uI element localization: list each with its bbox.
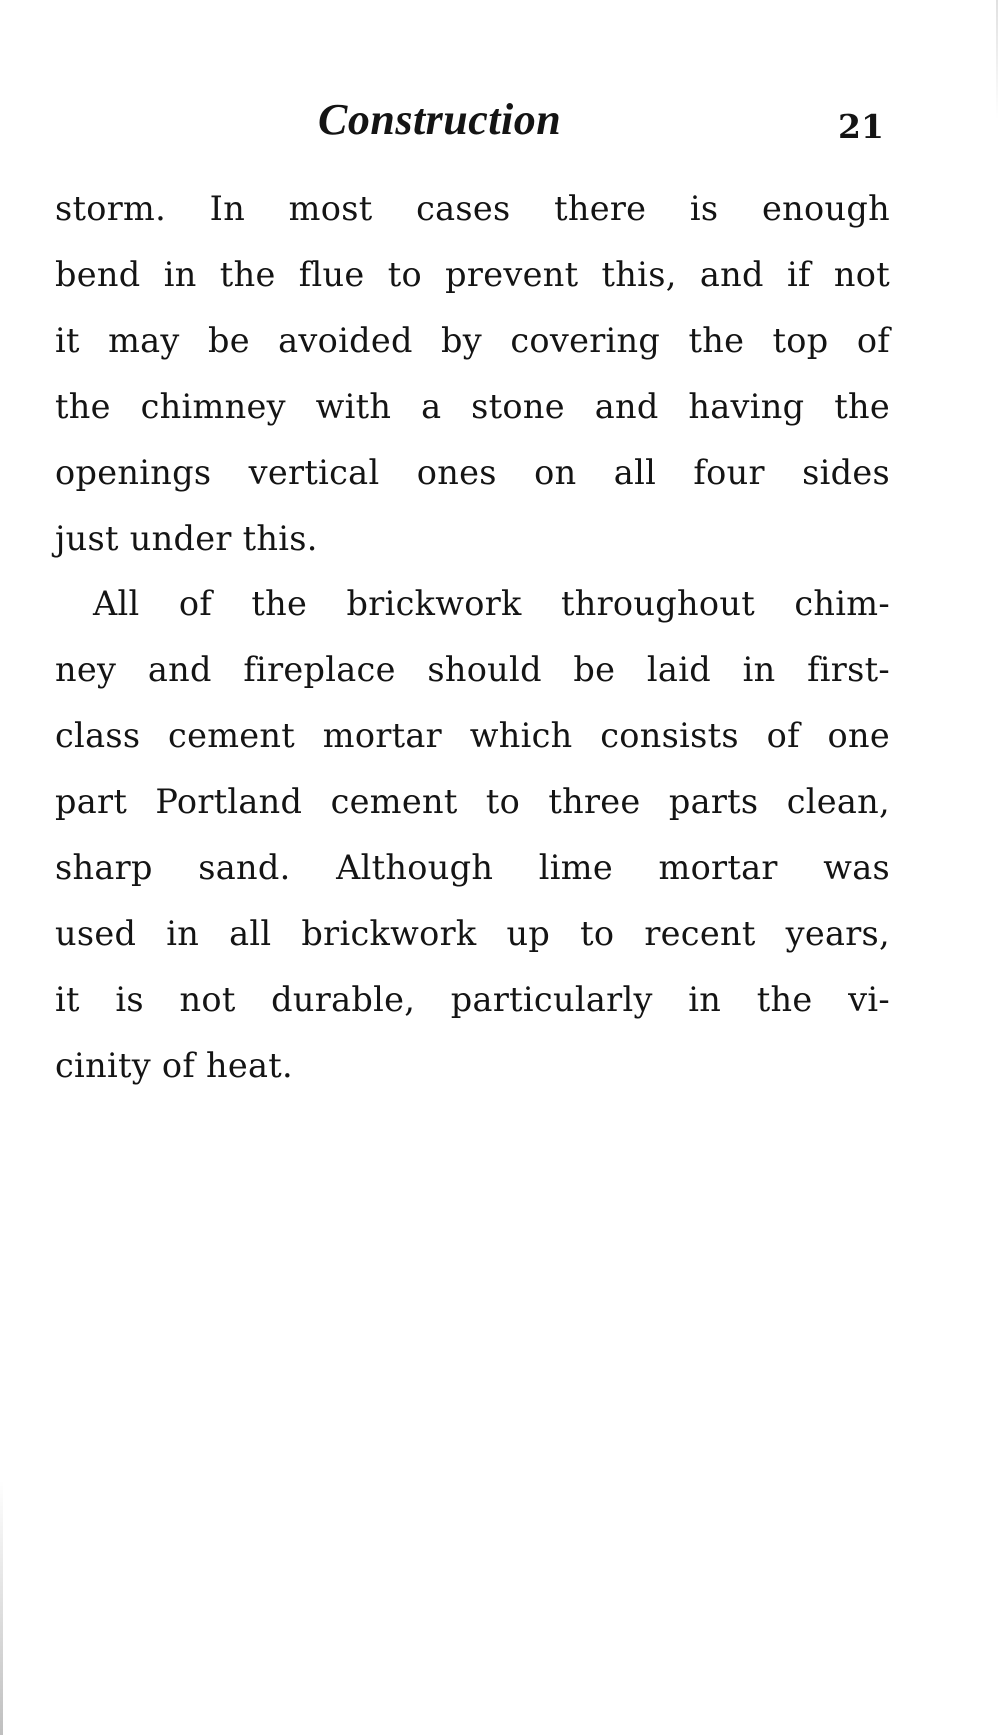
scan-edge-shadow [0, 1480, 3, 1735]
paragraph-1 [55, 176, 890, 572]
text-line: ney and fireplace should be laid in first- [55, 650, 890, 689]
paragraph-2 [55, 571, 890, 1099]
text-line: it is not durable, particularly in the vi- [55, 980, 890, 1019]
page-number: 21 [838, 107, 884, 146]
text-line: it may be avoided by covering the top of [55, 321, 890, 360]
text-line: part Portland cement to three parts clean, [55, 782, 890, 821]
text-line: sharp sand. Although lime mortar was [55, 848, 890, 887]
text-line: All of the brickwork throughout chim- [93, 584, 890, 623]
text-line: used in all brickwork up to recent years, [55, 914, 890, 953]
running-head-title: Construction [318, 95, 562, 144]
text-line: class cement mortar which consists of one [55, 716, 890, 755]
text-line: bend in the flue to prevent this, and if not [55, 255, 890, 294]
scan-edge-shadow-right [996, 0, 998, 120]
text-line: just under this. [55, 519, 318, 558]
text-line: storm. In most cases there is enough [55, 189, 890, 228]
text-line: openings vertical ones on all four sides [55, 453, 890, 492]
text-line: cinity of heat. [55, 1046, 294, 1085]
text-line: the chimney with a stone and having the [55, 387, 890, 426]
